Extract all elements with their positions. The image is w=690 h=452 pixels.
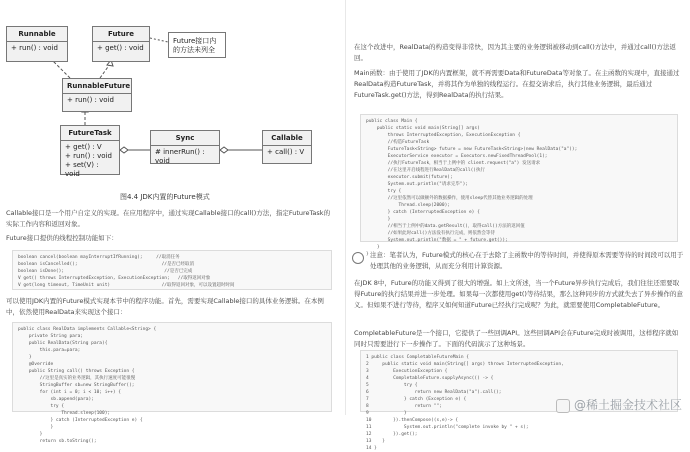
left-para-1: Callable接口是一个用户自定义的实现。在应用程序中，通过实现Callable接口的call()方法，指定FutureTask的实际工作内容和返回对象。 [6, 209, 331, 228]
class-sync [150, 130, 220, 164]
class-sync-name: Sync [151, 131, 219, 146]
right-para-4: CompletableFuture是一个接口，它提供了一些回调API。这些回调API会在Future完成时被调用，这样程序就如同时只需要进行下一步操作了。下面的代码演示了这种场景。 [354, 329, 679, 348]
class-future [92, 26, 150, 62]
left-code-1: boolean cancel(boolean mayInterruptIfRunning); //取消任务 boolean isCancelled(); //是否已经取消 boolean isDone(); //是否已完成 V get() throws InterruptedException, ExecutionException; //取得返回对象 V get(long timeout, TimeUnit unit) //取得返回对象，可以设置超时时间 [12, 250, 332, 290]
class-callable-method: + call() : V [267, 148, 305, 156]
class-diagram [0, 0, 345, 240]
class-runnable-method: + run() : void [11, 44, 58, 52]
class-futuretask-method: + run() : void [65, 152, 112, 160]
class-sync-method: # innerRun() : void [155, 148, 205, 165]
right-code-2: 1 public class CompletableFutureMain { 2 public static void main(String[] args) throws InterruptedException, 3 ExecutionException { 4 CompletableFuture.supplyAsync(() -> { 5 try { 6 return new RealData("a").call(); 7 } catch (Exception e) { 8 return ""; 9 } 10 }).thenCompose((s,e)-> { 11 System.out.println("complete invoke by " + s); 12 }).get(); 13 } 14 } [360, 350, 678, 412]
watermark-text: @稀土掘金技术社区 [573, 398, 682, 412]
right-page [345, 0, 690, 451]
class-futuretask-name: FutureTask [61, 126, 119, 141]
left-code-2: public class RealData implements Callable<String> { private String para; public RealData(String para){ this.para=para; } @Override public String call() throws Exception { //这里是真实的业务逻辑，其执行速度可能很慢 StringBuffer sb=new StringBuffer(); for (int i = 0; i < 10; i++) { sb.append(para); try { Thread.sleep(100); } catch (InterruptedException e) { } } return sb.toString(); [12, 322, 332, 412]
class-runnablefuture [62, 78, 132, 112]
right-para-3: 在JDK 8中，Future的功能又得到了很大的增强。如上文所述，当一个Future异步执行完成后，我们往往还需要取得Future的执行结果并进一步处理。如果每一次都使用get()等待结果，那么这种同步的方式就失去了异步操作的意义。但如果不进行等待，程序又如何知道Future已经执行完成呢？为此，就需要使用CompletableFuture。 [354, 279, 683, 309]
left-para-2: Future接口提供的线程控制功能如下： [6, 234, 118, 242]
class-runnable-name: Runnable [7, 27, 67, 42]
left-para-3: 可以使用JDK内置的Future模式实现本节中的程序功能。首先，需要实现Callable接口的具体业务逻辑。在本例中，依然使用RealData来实现这个接口： [6, 297, 324, 316]
class-future-name: Future [93, 27, 149, 42]
class-futuretask-method: + set(V) : void [65, 161, 99, 178]
tip-text: 注意：笔者认为，Future模式的核心在于去除了主函数中的等待时间，并使得原本需要等待的时间段可以用于处理其他的业务逻辑，从而充分利用计算资源。 [370, 251, 684, 270]
class-callable [262, 130, 312, 164]
right-para-2: Main函数：由于使用了JDK的内置框架，就不再需要Data和FutureData等对象了。在主函数的实现中，直接通过RealData构造FutureTask，并将其作为单独的线程运行。在提交请求后，执行其他业务逻辑，最后通过FutureTask.get()方法，得到RealData的执行结果。 [354, 69, 680, 99]
class-future-method: + get() : void [97, 44, 144, 52]
right-para-1: 在这个改进中，RealData的构造变得非常快，因为其主要的业务逻辑被移动到call()方法中，并通过call()方法返回。 [354, 43, 677, 62]
left-page [0, 0, 345, 444]
class-futuretask-method: + get() : V [65, 143, 102, 151]
figure-caption: 图4.4 JDK内置的Future模式 [120, 193, 210, 201]
watermark [556, 396, 682, 413]
diagram-note: Future接口内 的方法未列全 [168, 32, 226, 58]
tip-icon [352, 252, 364, 264]
watermark-logo-icon [556, 399, 570, 413]
class-futuretask [60, 125, 120, 178]
class-callable-name: Callable [263, 131, 311, 146]
class-runnablefuture-method: + run() : void [67, 96, 114, 104]
right-code-1: public class Main { public static void main(String[] args) throws InterruptedException, ExecutionException { //构造FutureTask FutureTask<String> future = new FutureTask<String>(new RealData("a")); ExecutorService executor = Executors.newFixedThreadPool(1); //执行FutureTask，相当于上例中的 client.request("a") 发送请求 //在这里开启线程进行RealData的call()执行 executor.submit(future); System.out.println("请求完毕"); try { //这里依然可以做额外的数据操作，使用sleep代替其他业务逻辑的处理 Thread.sleep(2000); } catch (InterruptedException e) { } //相当于上例中的data.getResult()，取得call()方法的返回值 //如果此时call()方法没有执行完成，则依然会等待 System.out.println("数据 = " + future.get()); } } [360, 114, 678, 242]
class-runnablefuture-name: RunnableFuture [63, 79, 131, 94]
class-runnable [6, 26, 68, 62]
